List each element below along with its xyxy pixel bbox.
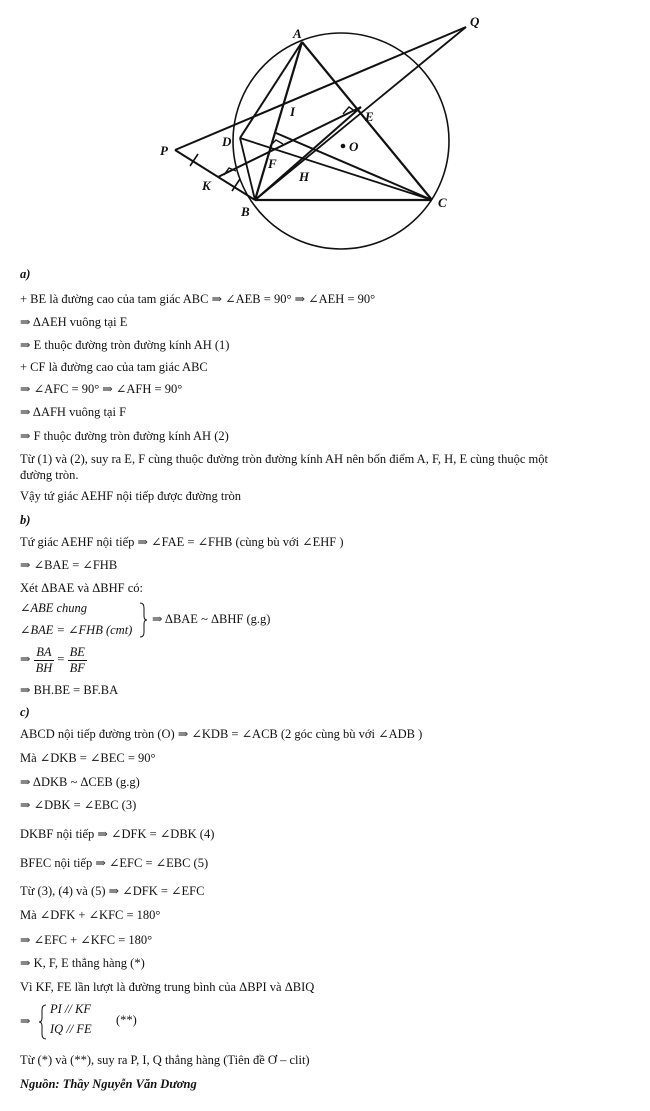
part-c-line: Từ (*) và (**), suy ra P, I, Q thẳng hàng (Tiên đề Ơ – clit) [20,1053,310,1067]
part-a-line: ⇒ ΔAEH vuông tại E [20,315,128,329]
label-o: O [349,139,359,154]
circle-o [233,33,449,249]
fraction-denominator: BH [35,660,53,675]
part-c-line: ⇒ ΔDKB ~ ΔCEB (g.g) [20,775,140,789]
implies-symbol: ⇒ [20,1014,31,1028]
part-a-line: ⇒ E thuộc đường tròn đường kính AH (1) [20,338,230,352]
system-line-1: PI // KF [50,1002,91,1016]
part-c-line: Vì KF, FE lần lượt là đường trung bình của ΔBPI và ΔBIQ [20,980,315,994]
part-c-line: Mà ∠DFK + ∠KFC = 180° [20,908,161,922]
system-line-2: ∠BAE = ∠FHB (cmt) [20,623,133,637]
system-line-2: IQ // FE [50,1022,92,1036]
part-c-line: Mà ∠DKB = ∠BEC = 90° [20,751,156,765]
label-i: I [290,104,296,119]
segment-pb [175,150,255,200]
part-a-line: ⇒ ∠AFC = 90° ⇒ ∠AFH = 90° [20,382,183,396]
center-dot [341,144,346,149]
geometry-figure [0,0,650,262]
part-b-line: ⇒ ∠BAE = ∠FHB [20,558,118,572]
segment-ab [255,42,302,200]
figure-svg [0,0,650,262]
fraction-numerator: BA [34,645,55,661]
part-a-line: đường tròn. [20,468,79,482]
part-a-line: Từ (1) và (2), suy ra E, F cùng thuộc đường tròn đường kính AH nên bốn điểm A, F, H, E cùng thuộc một [20,452,548,466]
similarity-result: ⇒ ΔBAE ~ ΔBHF (g.g) [152,612,271,626]
part-b-line: ⇒ BH.BE = BF.BA [20,683,119,697]
segment-db [240,138,255,200]
part-c-line: ABCD nội tiếp đường tròn (O) ⇒ ∠KDB = ∠ACB (2 góc cùng bù với ∠ADB ) [20,727,423,741]
segment-ad [240,42,302,138]
part-c-line: ⇒ ∠DBK = ∠EBC (3) [20,798,137,812]
part-a-line: Vậy tứ giác AEHF nội tiếp được đường tròn [20,489,242,503]
part-c-line: ⇒ ∠EFC + ∠KFC = 180° [20,933,153,947]
label-a: A [293,26,302,41]
segment-bq [255,27,466,200]
fraction-denominator: BF [69,660,85,675]
fraction-ba-bh [34,645,55,676]
part-a-line: + BE là đường cao của tam giác ABC ⇒ ∠AEB = 90° ⇒ ∠AEH = 90° [20,292,376,306]
part-c-line: Từ (3), (4) và (5) ⇒ ∠DFK = ∠EFC [20,884,205,898]
label-f: F [268,156,277,171]
label-d: D [222,134,232,149]
system-tag: (**) [116,1013,137,1027]
label-e: E [365,109,374,124]
equals-symbol: = [57,652,65,666]
part-a-line: ⇒ F thuộc đường tròn đường kính AH (2) [20,429,229,443]
part-b-heading: b) [20,513,31,527]
line-pq [175,27,466,150]
part-c-line: ⇒ K, F, E thẳng hàng (*) [20,956,145,970]
fraction-numerator: BE [69,644,85,659]
label-h: H [299,169,310,184]
right-brace [138,602,148,638]
source-credit: Nguồn: Thầy Nguyễn Văn Dương [20,1077,197,1091]
part-c-line: BFEC nội tiếp ⇒ ∠EFC = ∠EBC (5) [20,856,209,870]
label-q: Q [470,14,480,29]
label-p: P [160,143,168,158]
part-b-line: Tứ giác AEHF nội tiếp ⇒ ∠FAE = ∠FHB (cùng bù với ∠EHF ) [20,535,344,549]
fraction-be-bf [68,645,87,676]
part-c-heading: c) [20,705,30,719]
label-b: B [241,204,250,219]
left-brace [38,1004,48,1040]
part-c-line: DKBF nội tiếp ⇒ ∠DFK = ∠DBK (4) [20,827,215,841]
part-a-heading: a) [20,267,31,281]
implies-symbol: ⇒ [20,652,31,666]
label-c: C [438,195,447,210]
parallel-system [20,1002,320,1042]
ratio-line [20,643,87,677]
part-b-line: Xét ΔBAE và ΔBHF có: [20,581,144,595]
part-a-line: + CF là đường cao của tam giác ABC [20,360,208,374]
label-k: K [202,178,211,193]
system-line-1: ∠ABE chung [20,601,88,615]
system-of-statements [20,600,320,640]
part-a-line: ⇒ ΔAFH vuông tại F [20,405,127,419]
